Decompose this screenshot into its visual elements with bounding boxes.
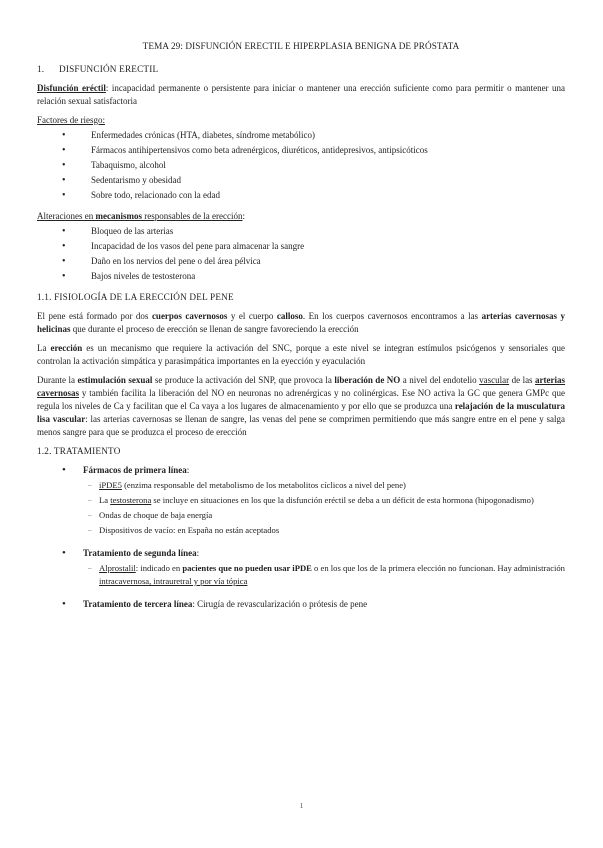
alterations-title: Alteraciones en mecanismos responsables de la erección:: [37, 211, 245, 221]
second-line-list: [37, 562, 565, 588]
physiology-paragraph-2: La erección es un mecanismo que requiere la activación del SNC, porque a este nivel se integran estímulos psicógenos y sensoriales que controlan la activación simpática y parasimpática importantes en la eyección y eyaculación: [37, 343, 565, 366]
list-item: – La testosterona se incluye en situaciones en los que la disfunción eréctil se deba a un déficit de esta hormona (hipogonadismo): [37, 494, 565, 507]
list-item: • Tabaquismo, alcohol: [37, 159, 565, 172]
section-1-heading: [37, 63, 565, 76]
section-1-1-heading: 1.1. FISIOLOGÍA DE LA ERECCIÓN DEL PENE: [37, 292, 234, 302]
page-number: 1: [299, 802, 304, 810]
list-item: • Daño en los nervios del pene o del área pélvica: [37, 255, 565, 268]
list-item: – iPDE5 (enzima responsable del metabolismo de los metabolitos cíclicos a nivel del pene): [37, 479, 565, 492]
second-line-treatment: • Tratamiento de segunda línea:: [37, 547, 565, 560]
risk-factors-title: Factores de riesgo:: [37, 115, 105, 125]
first-line-list: [37, 479, 565, 537]
physiology-paragraph-3: Durante la estimulación sexual se produce la activación del SNP, que provoca la liberación de NO a nivel del endotelio vascular de las arterias cavernosas y también facilita la liberación del NO en neuronas no adrenérgicas y no colinérgicas. Ese NO activa la GC que genera GMPc que regula los niveles de Ca y facilitan que el Ca vaya a los lugares de almacenamiento y por ello que se produzca una relajación de la musculatura lisa vascular: las arterias cavernosas se llenan de sangre, las venas del pene se comprimen permitiendo que más sangre entre en el pene y salga menos sangre para que se produzca el proceso de erección: [37, 375, 566, 437]
alterations-list: [37, 225, 565, 283]
list-item: • Bajos niveles de testosterona: [37, 270, 565, 283]
list-item: – Alprostalil: indicado en pacientes que no pueden usar iPDE o en los que los de la primera elección no funcionan. Hay administración intracavernosa, intrauretral y por vía tópica: [37, 562, 565, 588]
first-line-treatment: • Fármacos de primera línea:: [37, 464, 565, 477]
list-item: • Incapacidad de los vasos del pene para almacenar la sangre: [37, 240, 565, 253]
list-item: • Fármacos antihipertensivos como beta adrenérgicos, diuréticos, antidepresivos, antipsicóticos: [37, 144, 565, 157]
list-item: • Bloqueo de las arterias: [37, 225, 565, 238]
definition-text: : incapacidad permanente o persistente para iniciar o mantener una erección suficiente como para permitir o mantener una relación sexual satisfactoria: [37, 83, 565, 106]
definition-paragraph: [37, 82, 565, 108]
third-line-treatment: • Tratamiento de tercera línea: Cirugía de revascularización o prótesis de pene: [37, 598, 565, 611]
risk-factors-list: [37, 129, 565, 202]
list-item: – Dispositivos de vacío: en España no están aceptados: [37, 524, 565, 537]
list-item: • Sobre todo, relacionado con la edad: [37, 189, 565, 202]
document-page: [37, 40, 565, 613]
list-item: – Ondas de choque de baja energía: [37, 509, 565, 522]
section-1-2-heading: 1.2. TRATAMIENTO: [37, 446, 121, 456]
section-1-number: 1.: [37, 64, 45, 74]
document-title: TEMA 29: DISFUNCIÓN ERECTIL E HIPERPLASIA BENIGNA DE PRÓSTATA: [142, 41, 460, 51]
definition-term: Disfunción eréctil: [37, 83, 106, 93]
physiology-paragraph-1: El pene está formado por dos cuerpos cavernosos y el cuerpo calloso. En los cuerpos cavernosos encontramos a las arterias cavernosas y helicinas que durante el proceso de erección se llenan de sangre favoreciendo la erección: [37, 311, 566, 334]
list-item: • Enfermedades crónicas (HTA, diabetes, síndrome metabólico): [37, 129, 565, 142]
list-item: • Sedentarismo y obesidad: [37, 174, 565, 187]
section-1-title: DISFUNCIÓN ERECTIL: [59, 64, 159, 74]
